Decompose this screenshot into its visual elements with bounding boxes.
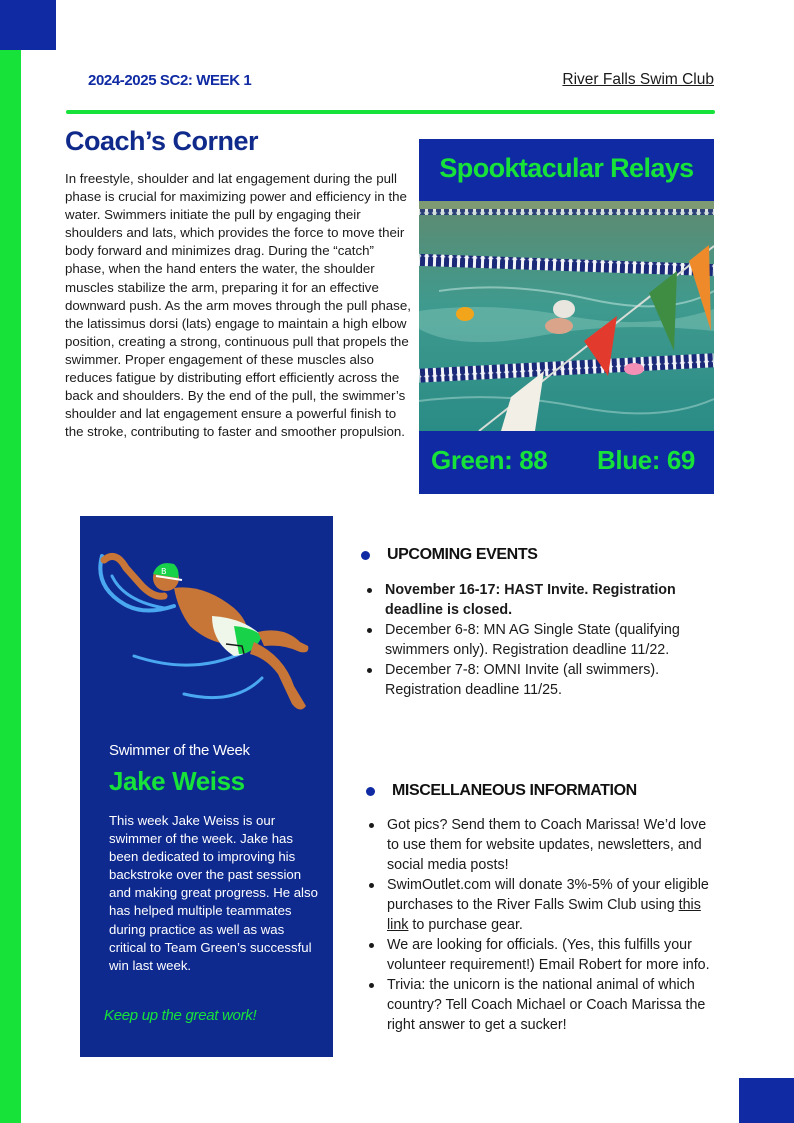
left-accent-bar: [0, 0, 21, 1123]
bullet-dot-icon: [361, 551, 370, 560]
coach-corner-title: Coach’s Corner: [65, 126, 259, 156]
relay-results-card: [419, 139, 714, 494]
list-item: Got pics? Send them to Coach Marissa! We’d love to use them for website updates, newsletters, and social media posts!: [369, 815, 714, 875]
list-item: December 7-8: OMNI Invite (all swimmers). Registration deadline 11/25.: [367, 660, 712, 700]
blue-team-score: Blue: 69: [597, 445, 695, 475]
misc-info-heading: [366, 782, 637, 800]
swimmer-of-week-card: [80, 516, 333, 1057]
issue-label: 2024-2025 SC2: WEEK 1: [88, 72, 252, 89]
bottom-corner-block: [739, 1078, 794, 1123]
misc-info-heading-text: MISCELLANEOUS INFORMATION: [392, 782, 637, 799]
relay-title: Spooktacular Relays: [439, 153, 694, 183]
list-item-text: to purchase gear.: [408, 917, 523, 933]
list-item: We are looking for officials. (Yes, this fulfills your volunteer requirement!) Email Robert for more info.: [369, 935, 714, 975]
swimmer-name: Jake Weiss: [109, 766, 245, 796]
swimmer-tagline: Keep up the great work!: [104, 1007, 257, 1024]
header-divider: [66, 110, 715, 114]
swimmer-of-week-label: Swimmer of the Week: [109, 742, 250, 759]
swimoutlet-link[interactable]: this link: [387, 897, 701, 933]
pool-relay-photo: [419, 201, 714, 431]
list-item-text: SwimOutlet.com will donate 3%-5% of your eligible purchases to the River Falls Swim Club using: [387, 877, 709, 913]
coach-corner-body: In freestyle, shoulder and lat engagement during the pull phase is crucial for maximizing power and efficiency in the water. Swimmers initiate the pull by engaging their shoulders and lats, which provides the force to move their body forward and minimizes drag. During the “catch” phase, when the hand enters the water, the shoulder muscles stabilize the arm, preparing it for an effective downward push. As the arm moves through the pull phase, the latissimus dorsi (lats) engage to maintain a high elbow position, creating a strong, continuous pull that propels the swimmer. Proper engagement of these muscles also reduces fatigue by distributing effort efficiently across the back and shoulders. By the end of the pull, the swimmer’s shoulder and lat engagement ensure a powerful finish to the stroke, contributing to faster and smoother propulsion.: [65, 171, 411, 440]
swimmer-of-week-body: This week Jake Weiss is our swimmer of the week. Jake has been dedicated to improving his backstroke over the past session and making great progress. He also has helped multiple teammates during practice as well as was critical to Team Green’s successful win last week.: [109, 813, 318, 973]
backstroke-swimmer-illustration: [94, 546, 324, 716]
top-corner-block: [0, 0, 56, 50]
list-item: November 16-17: HAST Invite. Registration deadline is closed.: [367, 580, 712, 620]
upcoming-events-heading: [361, 546, 537, 564]
list-item: [369, 875, 714, 935]
club-name: River Falls Swim Club: [562, 71, 714, 88]
bullet-dot-icon: [366, 787, 375, 796]
list-item: Trivia: the unicorn is the national animal of which country? Tell Coach Michael or Coach Marissa the right answer to get a sucker!: [369, 975, 714, 1035]
green-team-score: Green: 88: [431, 445, 548, 475]
upcoming-events-list: [367, 580, 712, 700]
list-item: December 6-8: MN AG Single State (qualifying swimmers only). Registration deadline 11/22.: [367, 620, 712, 660]
misc-info-list: [369, 815, 714, 1035]
svg-text:B: B: [161, 567, 167, 576]
upcoming-events-heading-text: UPCOMING EVENTS: [387, 546, 538, 563]
